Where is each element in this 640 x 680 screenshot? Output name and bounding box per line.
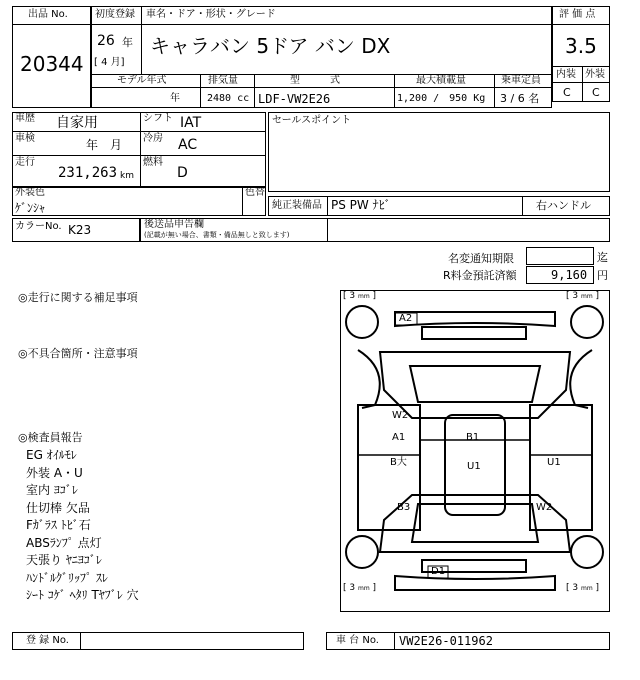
tire-label-front-right: [ 3 mm ] — [566, 291, 600, 301]
capacity-label: 乗車定員 — [501, 75, 541, 86]
chassis-number-label: 車 台 No. — [336, 635, 379, 646]
steering-value: 右ハンドル — [536, 199, 591, 212]
mark-w2-right: W2 — [536, 502, 553, 513]
front-bumper — [395, 312, 555, 326]
shift-value: IAT — [180, 115, 202, 131]
hood-outline — [380, 352, 570, 418]
inspector-report-line: EG ｵｲﾙﾓﾚ — [26, 448, 77, 462]
inspector-report-line: ABSﾗﾝﾌﾟ 点灯 — [26, 535, 102, 550]
mark-u1-right: U1 — [547, 457, 561, 468]
tire-label-rear-right: [ 3 mm ] — [566, 583, 600, 593]
color-change-label: 色替 — [245, 187, 265, 198]
defects-label: ◎不具合箇所・注意事項 — [18, 347, 138, 360]
history-value: 自家用 — [56, 115, 98, 131]
front-plate — [422, 327, 526, 339]
displacement-value: 2480 cc — [207, 93, 250, 104]
ac-label: 冷房 — [143, 133, 163, 144]
inspector-report-line: Fｶﾞﾗｽ ﾄﾋﾞ石 — [26, 518, 91, 532]
interior-label: 内装 — [556, 69, 576, 80]
interior-grade: C — [563, 86, 571, 99]
registration-number-label: 登 録 No. — [26, 635, 69, 646]
max-load-value: 1,200 / 950 Kg — [397, 93, 486, 104]
exterior-label: 外装 — [585, 69, 605, 80]
later-report-note: (記載が無い場合、書類・備品無しと致します) — [144, 231, 290, 239]
lot-number-label: 出品 No. — [28, 9, 68, 20]
equipment-label: 純正装備品 — [272, 200, 322, 211]
shift-label: シフト — [143, 113, 173, 124]
inspector-report-line: ｼｰﾄ ｺｹﾞ ﾍﾀﾘ Tﾔﾌﾞﾚ 穴 — [26, 588, 139, 602]
ac-value: AC — [178, 137, 198, 153]
history-label: 車歴 — [15, 113, 35, 124]
mark-w2-front: W2 — [392, 410, 409, 421]
sales-point-label: セールスポイント — [272, 115, 352, 126]
color-box — [12, 186, 266, 216]
mileage-label: 走行 — [15, 157, 35, 168]
capacity-value: 3 / 6 名 — [500, 92, 540, 105]
max-load-label: 最大積載量 — [416, 75, 466, 86]
inspection-label: 車検 — [15, 133, 35, 144]
fuel-label: 燃料 — [143, 157, 163, 168]
mark-b3: B3 — [397, 502, 411, 513]
wheel-rear-right — [571, 536, 603, 568]
overall-score: 3.5 — [565, 34, 597, 58]
mileage-unit: km — [120, 171, 134, 181]
wheel-front-right — [571, 306, 603, 338]
inspector-report-line: 仕切棒 欠品 — [26, 500, 90, 515]
equipment-value: PS PW ﾅﾋﾞ — [331, 198, 391, 212]
rear-bumper — [395, 576, 555, 590]
rear-window — [412, 504, 538, 542]
left-side-panel — [358, 405, 420, 530]
model-code-label: 型 式 — [290, 75, 340, 86]
wheel-rear-left — [346, 536, 378, 568]
car-name: キャラバン 5ドア バン DX — [150, 34, 391, 58]
mark-b1: B1 — [466, 432, 480, 443]
score-label: 評 価 点 — [559, 9, 596, 20]
mark-b-large: B大 — [390, 457, 407, 468]
exterior-grade: C — [592, 86, 600, 99]
first-registration-label: 初度登録 — [95, 9, 135, 20]
mark-a2: A2 — [399, 313, 413, 324]
mark-d1: D1 — [431, 566, 446, 577]
windshield — [410, 366, 540, 402]
driving-remarks-label: ◎走行に関する補足事項 — [18, 291, 138, 304]
mark-u1-roof: U1 — [467, 461, 481, 472]
inspector-report-line: 室内 ﾖｺﾞﾚ — [26, 483, 78, 497]
name-change-unit: 迄 — [597, 251, 608, 264]
right-front-fender — [570, 350, 592, 408]
model-year-value: 年 — [170, 93, 180, 104]
fuel-value: D — [177, 165, 188, 181]
car-diagram — [340, 290, 610, 612]
first-registration-year: 26 — [97, 33, 115, 49]
model-year-label: モデル年式 — [117, 75, 167, 86]
inspector-report-label: ◎検査員報告 — [18, 431, 83, 444]
color-label: 外装色 — [15, 187, 45, 198]
inspection-value: 年 月 — [86, 138, 123, 152]
name-change-value-box — [526, 247, 594, 265]
later-report-label: 後送品申告欄 — [144, 219, 204, 230]
model-code-value: LDF-VW2E26 — [258, 92, 331, 106]
recycle-fee-value: 9,160 — [551, 268, 588, 282]
car-name-label: 車名・ドア・形状・グレード — [146, 9, 276, 20]
name-change-label: 名変通知期限 — [448, 252, 514, 265]
lot-number: 20344 — [20, 52, 84, 76]
year-char: 年 — [122, 36, 133, 49]
specs-box — [12, 112, 266, 188]
color-number-value: K23 — [68, 223, 92, 237]
recycle-fee-label: R料金預託済額 — [443, 269, 517, 282]
displacement-label: 排気量 — [208, 75, 238, 86]
wheel-front-left — [346, 306, 378, 338]
mileage-value: 231,263 — [58, 165, 118, 181]
color-value: ｹﾞﾝｼｬ — [15, 201, 46, 215]
tire-label-rear-left: [ 3 mm ] — [343, 583, 377, 593]
color-number-label: カラーNo. — [15, 221, 62, 232]
tire-label-front-left: [ 3 mm ] — [343, 291, 377, 301]
inspector-report-line: 外装 A・U — [26, 465, 83, 480]
recycle-fee-unit: 円 — [597, 269, 608, 282]
first-registration-month: [ 4 月] — [94, 57, 125, 68]
inspector-report-line: 天張り ﾔﾆﾖｺﾞﾚ — [26, 553, 102, 567]
mark-a1: A1 — [392, 432, 406, 443]
left-front-fender — [358, 350, 380, 408]
inspector-report-line: ﾊﾝﾄﾞﾙｸﾞﾘｯﾌﾟ ｽﾚ — [26, 570, 108, 585]
chassis-number-value: VW2E26-011962 — [399, 634, 493, 648]
